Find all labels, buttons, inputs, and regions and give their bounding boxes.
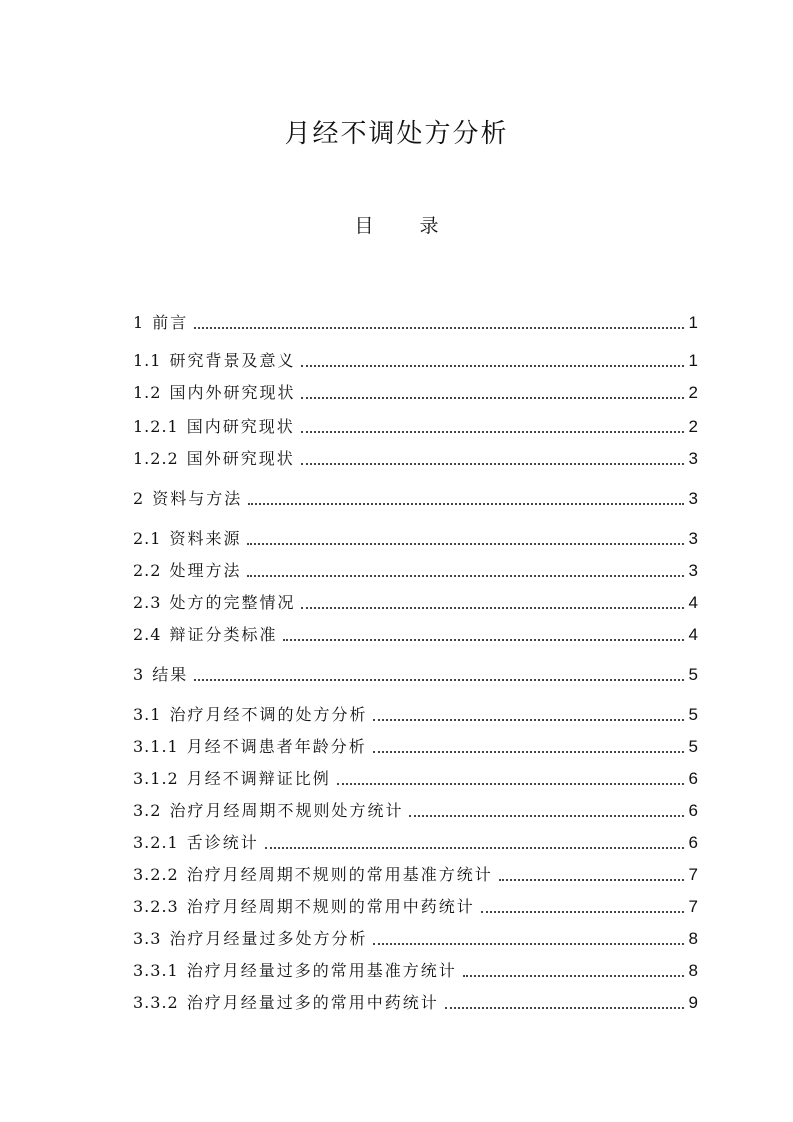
toc-entry-page: 4	[688, 625, 698, 644]
toc-entry-number: 2.3	[133, 593, 162, 612]
toc-entry-number: 3.2.2	[133, 865, 179, 884]
toc-entry-label: 治疗月经周期不规则的常用中药统计	[186, 897, 475, 916]
toc-entry[interactable]	[133, 622, 698, 646]
toc-entry[interactable]	[133, 486, 698, 510]
toc-entry-number: 3.3.2	[133, 993, 179, 1012]
toc-entry-label: 国内研究现状	[186, 417, 295, 436]
toc-entry-page: 5	[688, 737, 698, 756]
toc-entry[interactable]	[133, 662, 698, 686]
toc-entry-label: 月经不调辩证比例	[186, 769, 331, 788]
toc-entry[interactable]	[133, 310, 698, 334]
toc-entry-page: 6	[688, 769, 698, 788]
toc-entry-number: 3	[133, 665, 145, 684]
toc-entry-label: 国内外研究现状	[169, 383, 296, 402]
toc-entry-page: 6	[688, 833, 698, 852]
toc-entry-page: 3	[688, 489, 698, 508]
toc-entry-number: 3.3	[133, 929, 162, 948]
toc-entry[interactable]	[133, 990, 698, 1014]
toc-entry-label: 治疗月经周期不规则的常用基准方统计	[186, 865, 493, 884]
toc-entry[interactable]	[133, 590, 698, 614]
toc-entry-number: 1.2	[133, 383, 162, 402]
toc-entry[interactable]	[133, 734, 698, 758]
toc-dot-leader	[373, 942, 684, 945]
toc-entry-label: 治疗月经量过多的常用基准方统计	[186, 961, 457, 980]
toc-entry[interactable]	[133, 830, 698, 854]
toc-entry-number: 2.4	[133, 625, 162, 644]
toc-dot-leader	[463, 974, 684, 977]
toc-entry-number: 1	[133, 313, 145, 332]
toc-entry-number: 3.1.1	[133, 737, 179, 756]
toc-dot-leader	[194, 678, 684, 681]
toc-entry-label: 月经不调患者年龄分析	[186, 737, 367, 756]
table-of-contents	[133, 0, 698, 1122]
toc-dot-leader	[247, 574, 684, 577]
toc-dot-leader	[373, 750, 684, 753]
toc-dot-leader	[373, 718, 684, 721]
toc-entry-number: 3.2	[133, 801, 162, 820]
toc-dot-leader	[283, 638, 684, 641]
toc-entry-page: 7	[688, 897, 698, 916]
toc-dot-leader	[337, 782, 684, 785]
toc-entry-number: 2.1	[133, 529, 162, 548]
toc-entry[interactable]	[133, 348, 698, 372]
toc-entry[interactable]	[133, 558, 698, 582]
toc-dot-leader	[301, 364, 684, 367]
toc-entry-page: 3	[688, 561, 698, 580]
toc-entry-label: 前言	[152, 313, 189, 332]
toc-dot-leader	[265, 846, 684, 849]
toc-entry-label: 治疗月经量过多的常用中药统计	[186, 993, 439, 1012]
toc-dot-leader	[301, 430, 684, 433]
document-title: 月经不调处方分析	[284, 119, 509, 149]
toc-entry[interactable]	[133, 380, 698, 404]
toc-entry-label: 资料来源	[169, 529, 242, 548]
toc-dot-leader	[301, 462, 684, 465]
toc-entry[interactable]	[133, 926, 698, 950]
toc-dot-leader	[248, 502, 684, 505]
toc-entry-number: 3.3.1	[133, 961, 179, 980]
toc-entry-label: 结果	[152, 665, 189, 684]
toc-entry-number: 1.1	[133, 351, 162, 370]
toc-entry-page: 6	[688, 801, 698, 820]
toc-entry-label: 处理方法	[169, 561, 242, 580]
toc-entry-label: 治疗月经不调的处方分析	[169, 705, 368, 724]
toc-entry-number: 2	[133, 489, 145, 508]
toc-entry[interactable]	[133, 414, 698, 438]
toc-entry[interactable]	[133, 894, 698, 918]
toc-entry-label: 治疗月经量过多处方分析	[169, 929, 368, 948]
toc-entry-page: 3	[688, 449, 698, 468]
toc-entry-label: 研究背景及意义	[169, 351, 296, 370]
toc-entry-label: 资料与方法	[152, 489, 243, 508]
toc-entry-number: 3.2.1	[133, 833, 179, 852]
toc-heading-left: 目	[354, 215, 374, 237]
toc-entry[interactable]	[133, 766, 698, 790]
toc-entry-number: 3.2.3	[133, 897, 179, 916]
toc-entry-page: 2	[688, 417, 698, 436]
toc-dot-leader	[194, 326, 684, 329]
toc-entry-page: 3	[688, 529, 698, 548]
toc-entry-page: 1	[688, 351, 698, 370]
toc-entry[interactable]	[133, 526, 698, 550]
toc-dot-leader	[499, 878, 684, 881]
toc-entry[interactable]	[133, 958, 698, 982]
toc-entry[interactable]	[133, 702, 698, 726]
toc-dot-leader	[481, 910, 684, 913]
toc-entry-page: 5	[688, 705, 698, 724]
toc-entry-page: 5	[688, 665, 698, 684]
toc-entry-page: 8	[688, 929, 698, 948]
toc-entry[interactable]	[133, 862, 698, 886]
toc-entry-number: 3.1	[133, 705, 162, 724]
toc-heading-right: 录	[419, 215, 439, 237]
toc-entry-number: 1.2.2	[133, 449, 179, 468]
toc-dot-leader	[409, 814, 684, 817]
toc-entry-label: 治疗月经周期不规则处方统计	[169, 801, 404, 820]
toc-dot-leader	[247, 542, 684, 545]
toc-entry-label: 处方的完整情况	[169, 593, 296, 612]
toc-entry-page: 4	[688, 593, 698, 612]
toc-dot-leader	[445, 1006, 684, 1009]
toc-entry-page: 1	[688, 313, 698, 332]
toc-entry-number: 2.2	[133, 561, 162, 580]
toc-dot-leader	[301, 606, 684, 609]
toc-entry-number: 3.1.2	[133, 769, 179, 788]
toc-entry[interactable]	[133, 798, 698, 822]
toc-entry-page: 7	[688, 865, 698, 884]
toc-entry-page: 9	[688, 993, 698, 1012]
toc-entry-page: 8	[688, 961, 698, 980]
toc-entry-label: 国外研究现状	[186, 449, 295, 468]
toc-entry-number: 1.2.1	[133, 417, 179, 436]
toc-entry-label: 舌诊统计	[186, 833, 259, 852]
toc-entry-label: 辩证分类标准	[169, 625, 278, 644]
toc-dot-leader	[301, 396, 684, 399]
toc-entry-page: 2	[688, 383, 698, 402]
toc-entry[interactable]	[133, 446, 698, 470]
